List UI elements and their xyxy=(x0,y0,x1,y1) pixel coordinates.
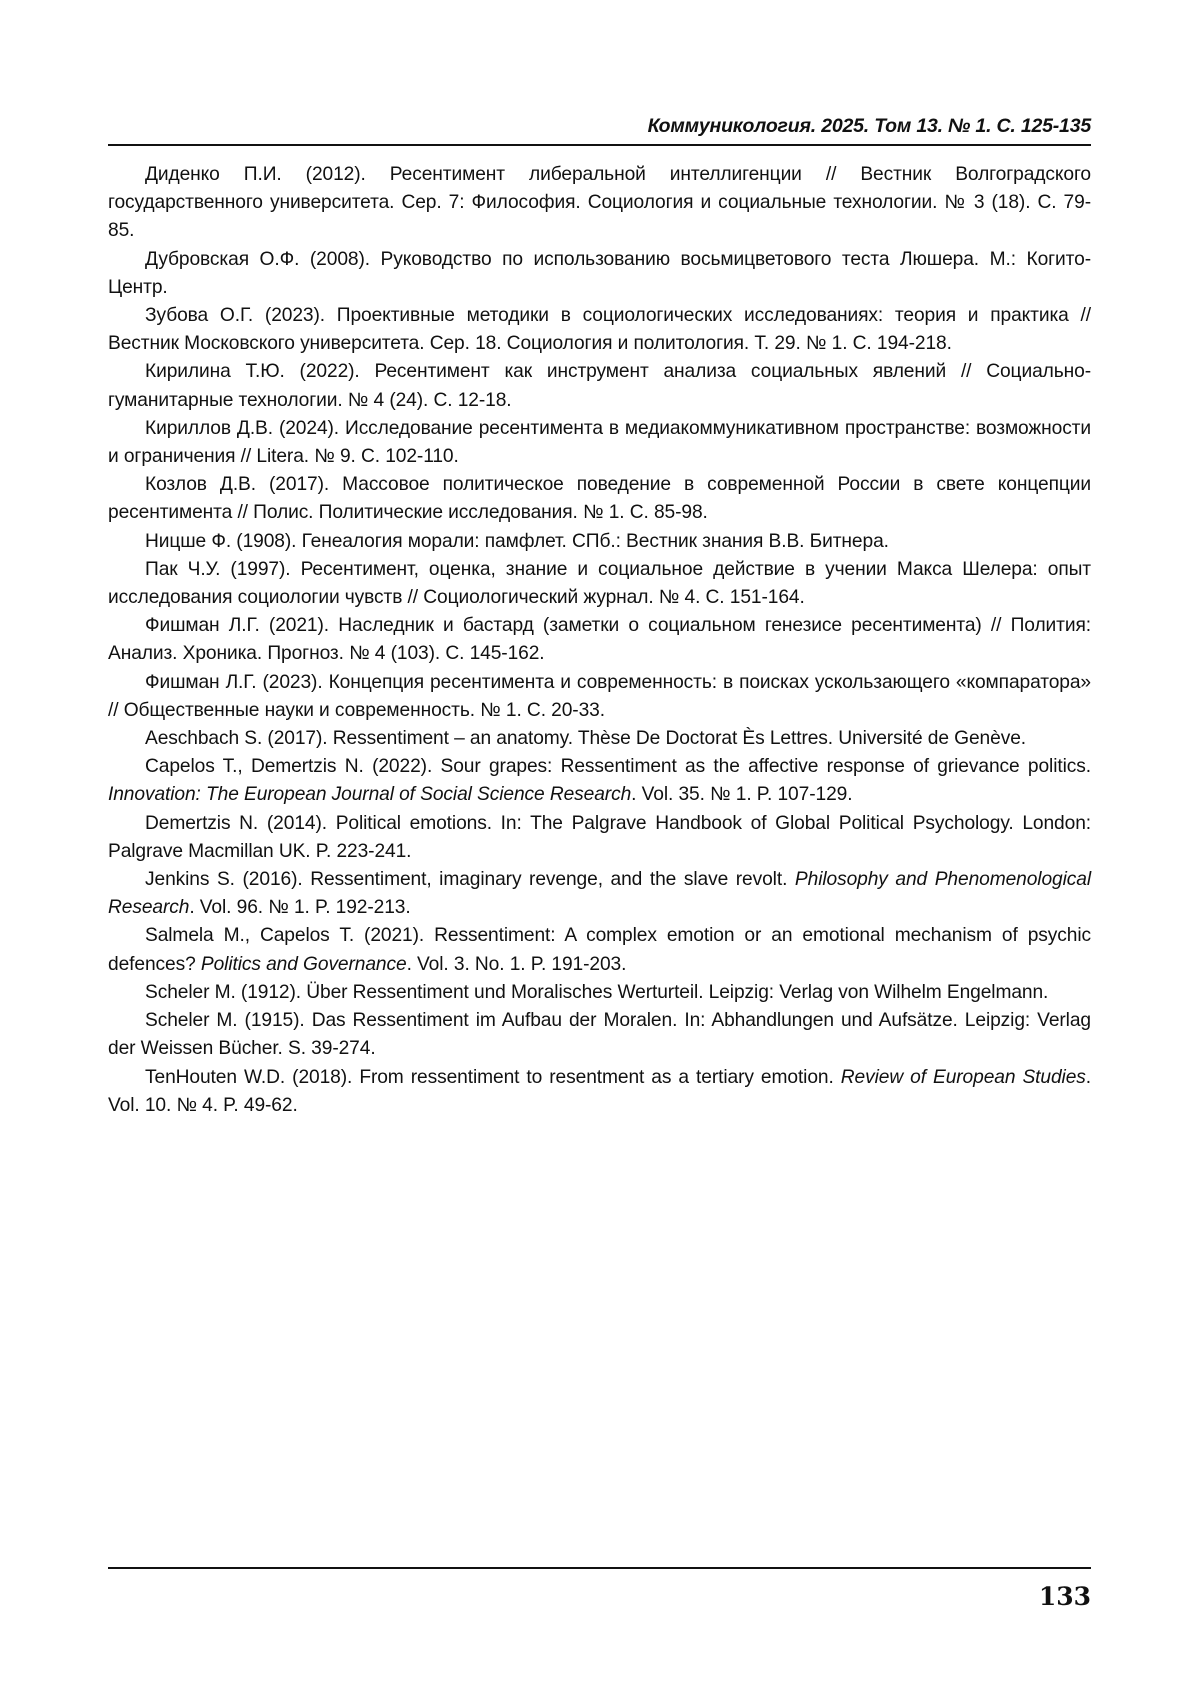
reference-text: Пак Ч.У. (1997). Ресентимент, оценка, знание и социальное действие в учении Макса Шелера: опыт исследования социологии чувств // Социологический журнал. № 4. С. 151-164. xyxy=(108,558,1091,609)
reference-entry xyxy=(108,246,1091,302)
reference-list xyxy=(108,161,1091,1120)
reference-entry xyxy=(108,979,1091,1007)
reference-source-title: Innovation: The European Journal of Social Science Research xyxy=(108,784,632,806)
reference-entry xyxy=(108,302,1091,358)
reference-entry xyxy=(108,528,1091,556)
reference-entry xyxy=(108,810,1091,866)
reference-entry xyxy=(108,922,1091,978)
reference-entry xyxy=(108,471,1091,527)
reference-text: . Vol. 3. No. 1. P. 191-203. xyxy=(406,953,627,975)
reference-text: Capelos T., Demertzis N. (2022). Sour grapes: Ressentiment as the affective response of grievance politics. xyxy=(145,756,1091,778)
reference-text: TenHouten W.D. (2018). From ressentiment to resentment as a tertiary emotion. xyxy=(145,1066,841,1088)
reference-text: Jenkins S. (2016). Ressentiment, imaginary revenge, and the slave revolt. xyxy=(145,869,795,891)
reference-text: Scheler M. (1915). Das Ressentiment im Aufbau der Moralen. In: Abhandlungen und Aufsätze. Leipzig: Verlag der Weissen Bücher. S. 39-274. xyxy=(108,1010,1091,1060)
reference-text: Зубова О.Г. (2023). Проективные методики в социологических исследованиях: теория и практика // Вестник Московского университета. Сер. 18. Социология и политология. Т. 29. № 1. С. 194-218. xyxy=(108,305,1091,355)
reference-source-title: Politics and Governance xyxy=(200,953,407,975)
reference-entry xyxy=(108,866,1091,922)
page-number: 133 xyxy=(1038,1582,1091,1611)
reference-entry xyxy=(108,161,1091,246)
reference-entry xyxy=(108,725,1091,753)
reference-entry xyxy=(108,415,1091,471)
reference-text: Aeschbach S. (2017). Ressentiment – an anatomy. Thèse De Doctorat Ès Lettres. Université de Genève. xyxy=(145,728,1026,750)
reference-text: Фишман Л.Г. (2023). Концепция ресентимента и современность: в поисках ускользающего «компаратора» // Общественные науки и современность. № 1. С. 20-33. xyxy=(108,671,1091,721)
reference-entry xyxy=(108,753,1091,809)
reference-entry xyxy=(108,612,1091,668)
reference-text: . Vol. 35. № 1. P. 107-129. xyxy=(631,784,853,806)
reference-source-title: Philosophy and Phenomenological Research xyxy=(108,869,1092,919)
reference-text: Кириллов Д.В. (2024). Исследование ресентимента в медиакоммуникативном пространстве: возможности и ограничения // Litera. № 9. С. 102-110. xyxy=(108,417,1091,468)
reference-text: Ницше Ф. (1908). Генеалогия морали: памфлет. СПб.: Вестник знания В.В. Битнера. xyxy=(145,530,889,552)
reference-text: . Vol. 10. № 4. P. 49-62. xyxy=(108,1066,1091,1116)
reference-text: Козлов Д.В. (2017). Массовое политическое поведение в современной России в свете концепции ресентимента // Полис. Политические исследования. № 1. С. 85-98. xyxy=(108,474,1091,524)
reference-text: Demertzis N. (2014). Political emotions. In: The Palgrave Handbook of Global Political Psychology. London: Palgrave Macmillan UK. P. 223-241. xyxy=(108,812,1091,862)
reference-entry xyxy=(108,556,1091,612)
reference-text: . Vol. 96. № 1. P. 192-213. xyxy=(189,897,411,919)
reference-entry xyxy=(108,1007,1091,1063)
reference-source-title: Review of European Studies xyxy=(840,1066,1086,1088)
reference-text: Scheler M. (1912). Über Ressentiment und Moralisches Werturteil. Leipzig: Verlag von Wilhelm Engelmann. xyxy=(145,981,1049,1003)
reference-entry xyxy=(108,1064,1091,1120)
reference-entry xyxy=(108,358,1091,414)
reference-entry xyxy=(108,669,1091,725)
reference-text: Дубровская О.Ф. (2008). Руководство по использованию восьмицветового теста Люшера. М.: Когито-Центр. xyxy=(108,248,1091,298)
reference-text: Фишман Л.Г. (2021). Наследник и бастард (заметки о социальном генезисе ресентимента) // Полития: Анализ. Хроника. Прогноз. № 4 (103). С. 145-162. xyxy=(108,615,1091,665)
footer-rule xyxy=(108,1567,1091,1569)
reference-text: Диденко П.И. (2012). Ресентимент либеральной интеллигенции // Вестник Волгоградского государственного университета. Сер. 7: Философия. Социология и социальные технологии. № 3 (18). С. 79-85. xyxy=(108,164,1091,242)
header-rule xyxy=(108,144,1091,146)
reference-text: Кирилина Т.Ю. (2022). Ресентимент как инструмент анализа социальных явлений // Социально-гуманитарные технологии. № 4 (24). С. 12-18. xyxy=(108,361,1091,411)
reference-text: Salmela M., Capelos T. (2021). Ressentiment: A complex emotion or an emotional mechanism of psychic defences? xyxy=(108,925,1091,975)
running-head: Коммуникология. 2025. Том 13. № 1. С. 125-135 xyxy=(647,115,1091,137)
